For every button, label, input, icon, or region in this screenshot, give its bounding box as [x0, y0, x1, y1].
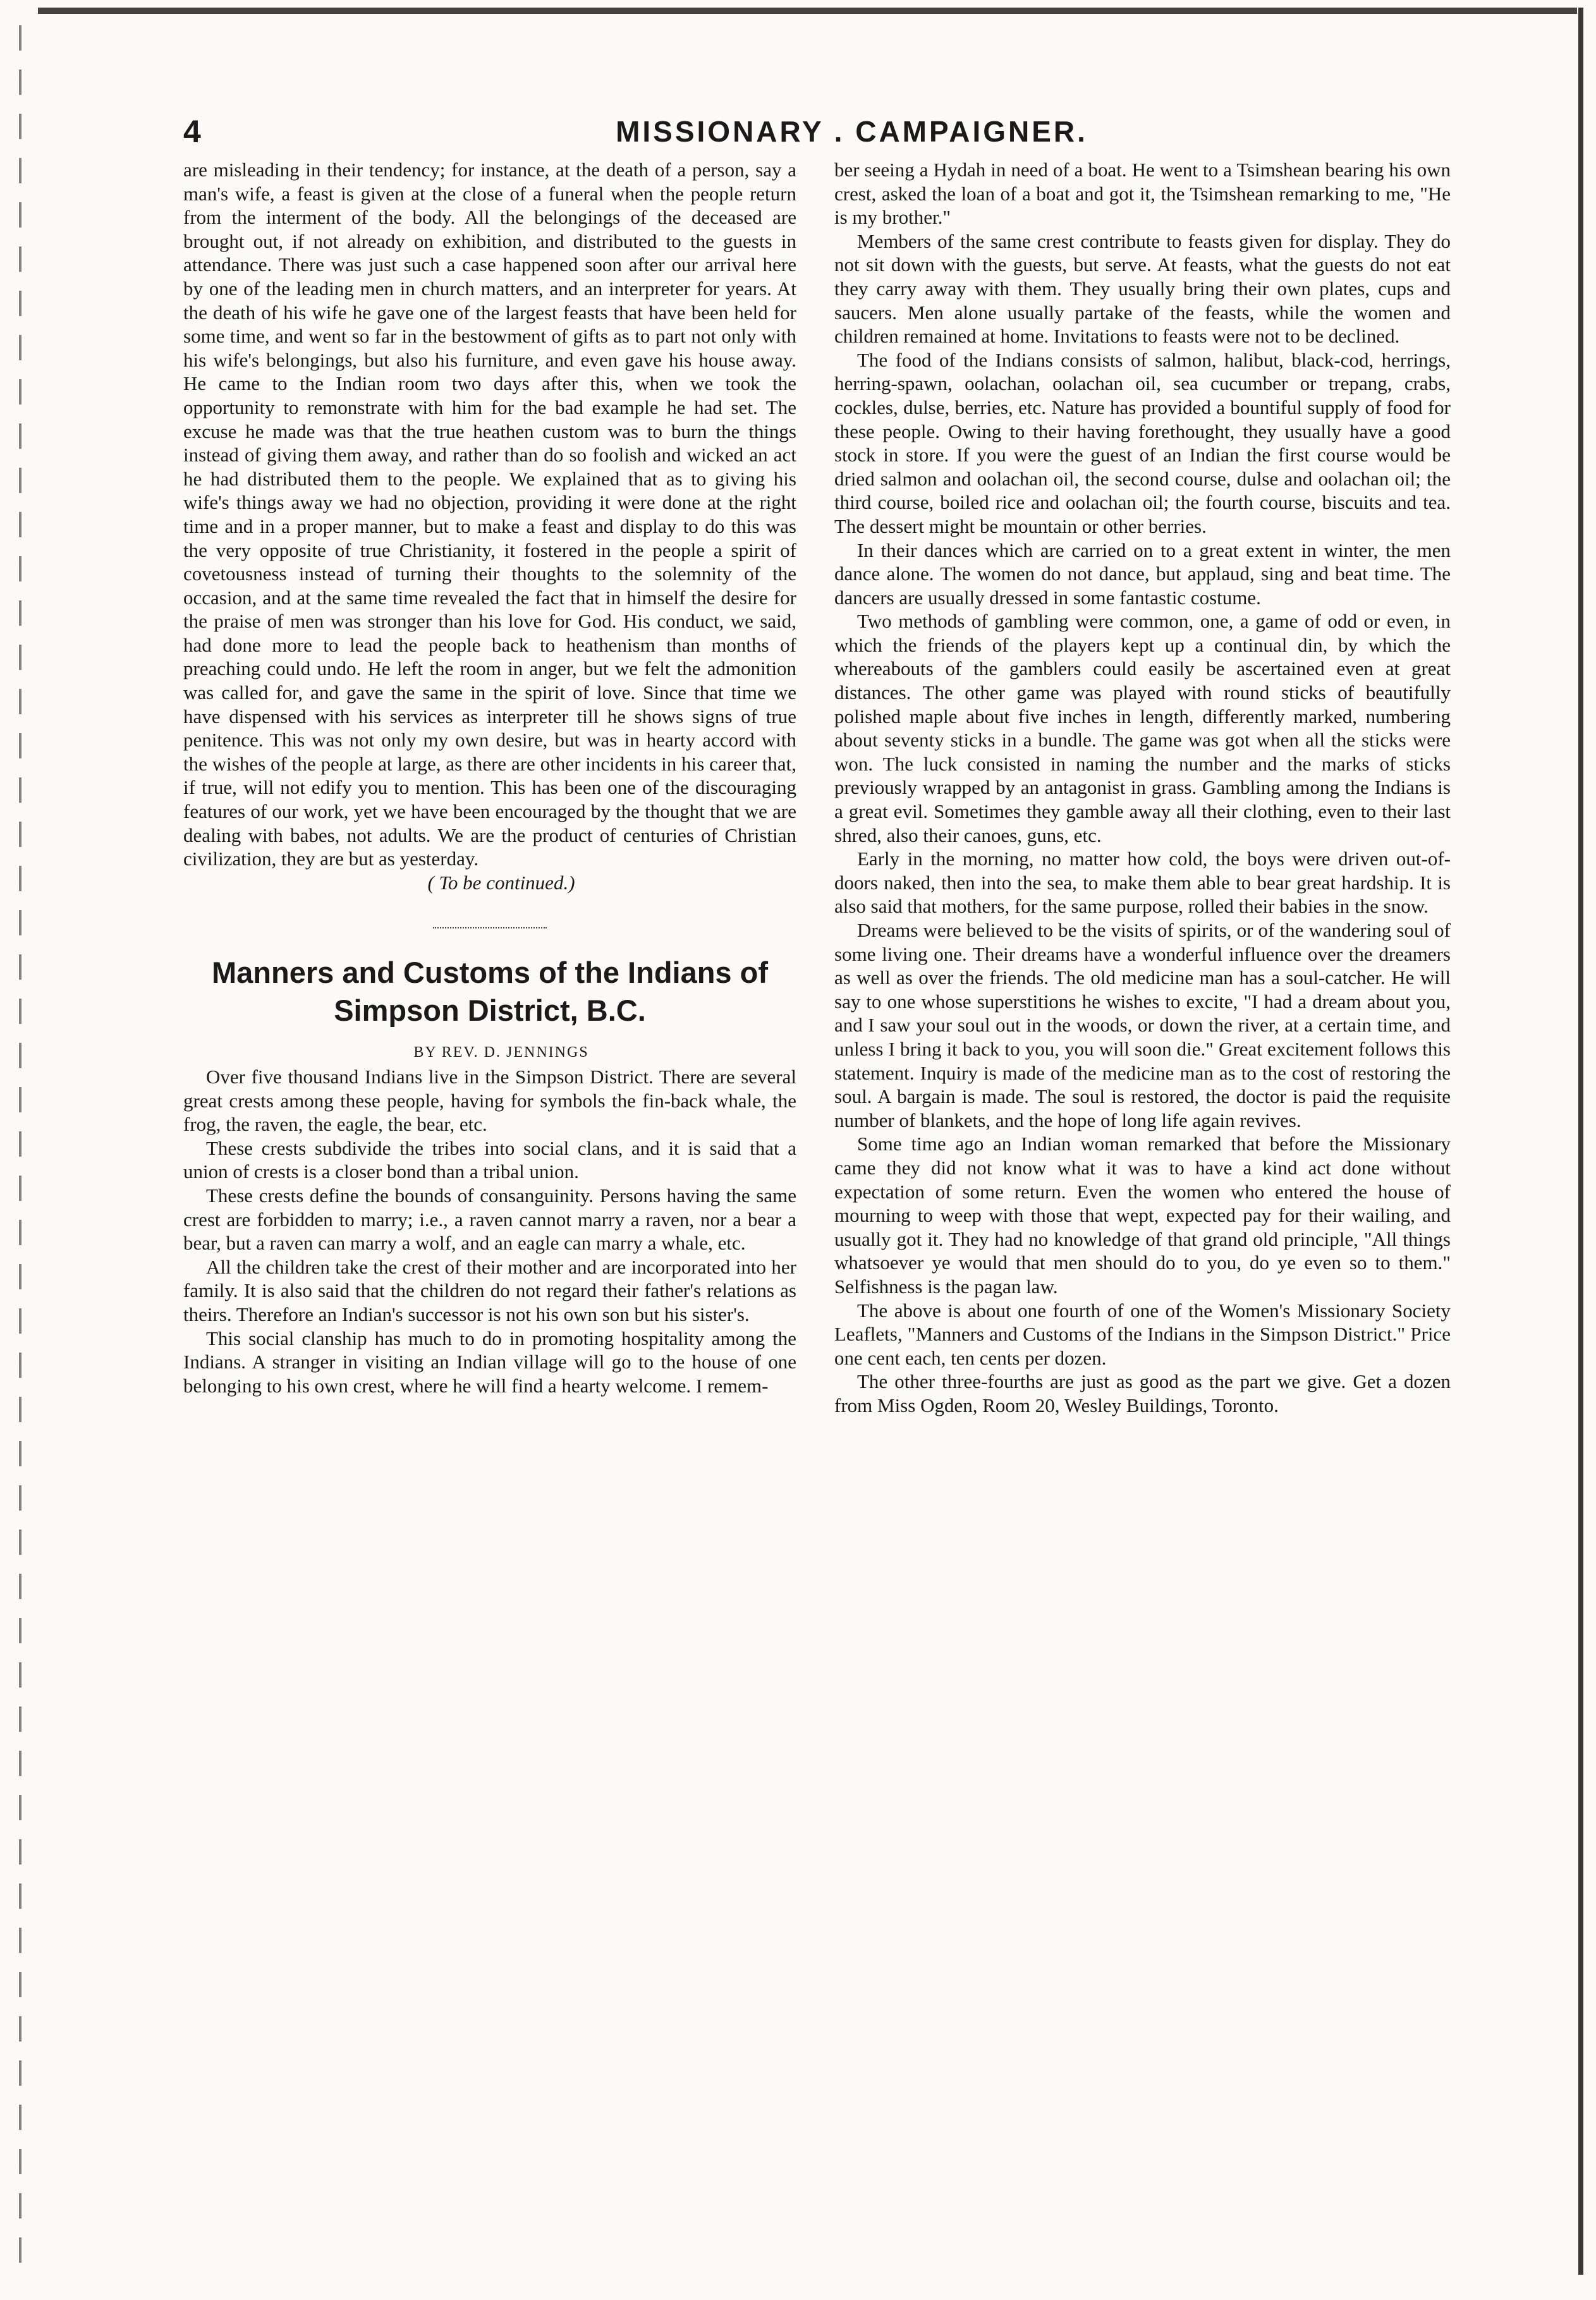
article-paragraph: The above is about one fourth of one of the Women's Missionary Society Leaflets, "Manners and Customs of the Indians in the Simpson District." Price one cent each, ten cents per dozen.: [834, 1299, 1451, 1369]
article-paragraph: These crests define the bounds of consanguinity. Persons having the same crest are forbidden to marry; i.e., a raven cannot marry a raven, nor a bear a bear, but a raven can marry a wolf, and an eagle can marry a whale, etc.: [183, 1184, 796, 1255]
running-title: MISSIONARY . CAMPAIGNER.: [616, 115, 1088, 148]
article-paragraph: Some time ago an Indian woman remarked that before the Missionary came they did not know what it was to have a kind act done without expectation of some return. Even the women who entered the house of mourning to weep with those that wept, expected pay for their wailing, and usually got it. They had no knowledge of that grand old principle, "All things whatsoever ye would that men should do to you, do ye even so to them." Selfishness is the pagan law.: [834, 1133, 1451, 1298]
page-top-border: [38, 8, 1577, 14]
article-paragraph: Members of the same crest contribute to feasts given for display. They do not sit down with the guests, but serve. At feasts, what the guests do not eat they carry away with them. They usually bring their own plates, cups and saucers. Men alone usually partake of the feasts, while the women and children remained at home. Invitations to feasts were not to be declined.: [834, 229, 1451, 348]
article-paragraph: All the children take the crest of their mother and are incorporated into her family. It is also said that the children do not regard their father's relations as theirs. Therefore an Indian's successor is not his own son but his sister's.: [183, 1255, 796, 1325]
article-byline: BY REV. D. JENNINGS: [413, 1044, 589, 1061]
continued-paragraph: are misleading in their tendency; for instance, at the death of a person, say a man's wife, a feast is given at the close of a funeral when the people return from the interment of the body. All the belongings of the deceased are brought out, if not already on exhibition, and distributed to the guests in attendance. There was just such a case happened soon after our arrival here by one of the leading men in church matters, and an interpreter for years. At the death of his wife he gave one of the largest feasts that have been held for some time, and went so far in the bestowment of gifts as to part not only with his wife's belongings, but also his furniture, and even gave his house away. He came to the Indian room two days after this, when we took the opportunity to remonstrate with him for the bad example he had set. The excuse he made was that the true heathen custom was to burn the things instead of giving them away, and rather than do so foolish and wicked an act he had distributed them to the people. We explained that as to giving his wife's things away we had no objection, providing it were done at the right time and in a proper manner, but to make a feast and display to do this was the very opposite of true Christianity, it fostered in the people a spirit of covetousness instead of turning their thoughts to the solemnity of the occasion, and at the same time revealed the fact that in himself the desire for the praise of men was stronger than his love for God. His conduct, we said, had done more to lead the people back to heathenism than months of preaching could undo. He left the room in anger, but we felt the admonition was called for, and gave the same in the spirit of love. Since that time we have dispensed with his services as interpreter till he shows signs of true penitence. This was not only my own desire, but was in hearty accord with the wishes of the people at large, as there are other incidents in his career that, if true, will not edify you to mention. This has been one of the discouraging features of our work, yet we have been encouraged by the thought that we are dealing with babes, not adults. We are the product of centuries of Christian civilization, they are but as yesterday.: [183, 159, 796, 870]
section-divider: [433, 927, 547, 928]
page-left-edge: [19, 25, 21, 2275]
right-column: [834, 158, 1451, 2275]
article-paragraph: Dreams were believed to be the visits of spirits, or of the wandering soul of some living one. Their dreams have a wonderful influence over the dreamers as well as over the friends. The old medicine man has a soul-catcher. He will say to one whose superstitions he wishes to excite, "I had a dream about you, and I saw your soul out in the woods, or down the river, at a certain time, and unless I bring it back to you, you will soon die." Great excitement follows this statement. Inquiry is made of the medicine man as to the cost of restoring the soul. A bargain is made. The soul is restored, the doctor is paid the requisite number of blankets, and the hope of long life again revives.: [834, 919, 1451, 1131]
article-paragraph: Two methods of gambling were common, one, a game of odd or even, in which the friends of the players kept up a continual din, by which the whereabouts of the gamblers could easily be ascertained even at great distances. The other game was played with round sticks of beautifully polished maple about five inches in length, differently marked, numbering about seventy sticks in a bundle. The game was got when all the sticks were won. The luck consisted in naming the number and the marks of sticks previously wrapped by an antagonist in grass. Gambling among the Indians is a great evil. Sometimes they gamble away all their clothing, even to their last shred, also their canoes, guns, etc.: [834, 610, 1451, 846]
article-paragraph: The food of the Indians consists of salmon, halibut, black-cod, herrings, herring-spawn, oolachan, oolachan oil, sea cucumber or trepang, crabs, cockles, dulse, berries, etc. Nature has provided a bountiful supply of food for these people. Owing to their having forethought, they usually have a good stock in store. If you were the guest of an Indian the first course would be dried salmon and oolachan oil, the second course, dulse and oolachan oil; the third course, boiled rice and oolachan oil; the fourth course, biscuits and tea. The dessert might be mountain or other berries.: [834, 348, 1451, 537]
page-number: 4: [183, 114, 201, 149]
article-paragraph: This social clanship has much to do in promoting hospitality among the Indians. A stranger in visiting an Indian village will go to the house of one belonging to his own crest, where he will find a hearty welcome. I remem-: [183, 1327, 796, 1397]
article-paragraph: Early in the morning, no matter how cold, the boys were driven out-of-doors naked, then into the sea, to make them able to bear great hardship. It is also said that mothers, for the same purpose, rolled their babies in the snow.: [834, 848, 1451, 918]
article-paragraph: ber seeing a Hydah in need of a boat. He went to a Tsimshean bearing his own crest, asked the loan of a boat and got it, the Tsimshean remarking to me, "He is my brother.": [834, 159, 1451, 229]
to-be-continued-note: ( To be continued.): [427, 871, 575, 894]
article-title: Manners and Customs of the Indians of Simpson District, B.C.: [211, 956, 768, 1028]
page-header: [183, 106, 1444, 157]
article-paragraph: Over five thousand Indians live in the Simpson District. There are several great crests among these people, having for symbols the fin-back whale, the frog, the raven, the eagle, the bear, etc.: [183, 1066, 796, 1136]
article-paragraph: These crests subdivide the tribes into social clans, and it is said that a union of crests is a closer bond than a tribal union.: [183, 1136, 796, 1183]
left-column: [183, 158, 796, 2275]
article-paragraph: The other three-fourths are just as good as the part we give. Get a dozen from Miss Ogden, Room 20, Wesley Buildings, Toronto.: [834, 1370, 1451, 1416]
page-right-border: [1578, 8, 1583, 2275]
article-paragraph: In their dances which are carried on to a great extent in winter, the men dance alone. The women do not dance, but applaud, sing and beat time. The dancers are usually dressed in some fantastic costume.: [834, 538, 1451, 609]
